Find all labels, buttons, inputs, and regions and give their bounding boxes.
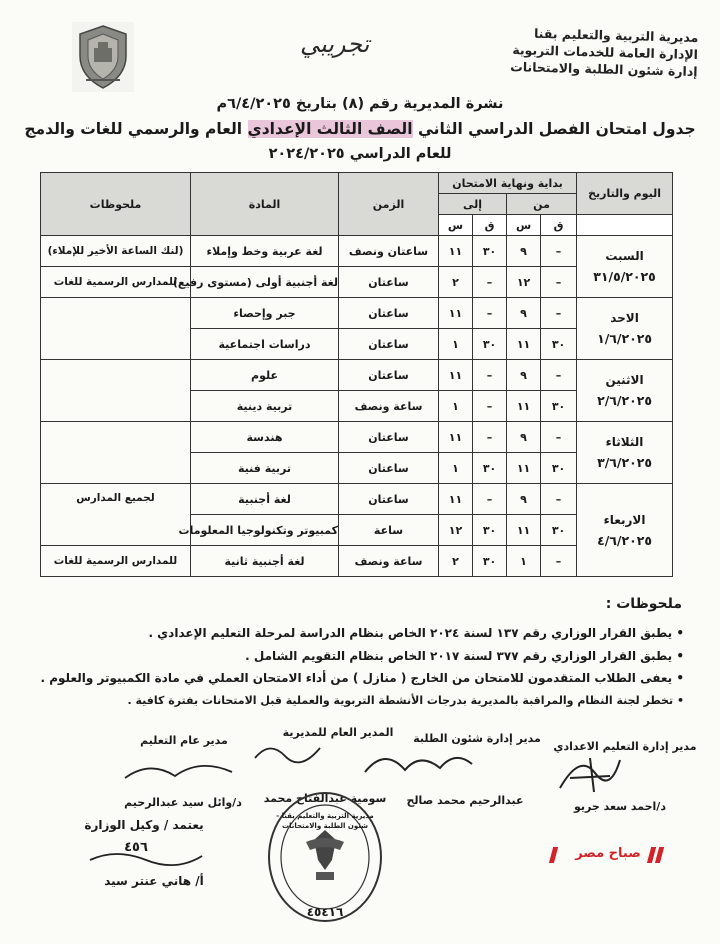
from-q: – [541, 546, 577, 577]
signature-scribble-icon [550, 748, 630, 798]
duration: ساعتان [339, 484, 439, 515]
day-name: الثلاثاء [605, 435, 644, 449]
header-to-s: س [439, 215, 473, 236]
table-row [41, 360, 673, 391]
to-q: – [473, 360, 507, 391]
duration: ساعة ونصف [339, 391, 439, 422]
header-to: إلى [439, 194, 507, 215]
from-s: ٩ [507, 484, 541, 515]
from-q: ٣٠ [541, 329, 577, 360]
subject: هندسة [191, 422, 339, 453]
header-line-3: إدارة شئون الطلبة والامتحانات [510, 59, 698, 80]
exam-schedule-table [40, 172, 673, 577]
to-s: ١١ [439, 236, 473, 267]
from-q: ٣٠ [541, 453, 577, 484]
header-from-s: س [507, 215, 541, 236]
directorate-header [467, 23, 698, 80]
to-s: ١١ [439, 422, 473, 453]
day-name: الاربعاء [603, 512, 646, 527]
stamp-number: ٤٥٤١٦ [306, 905, 344, 919]
approval-name: أ/ هاني عنتر سيد [104, 874, 204, 888]
header-empty [577, 215, 673, 236]
approval-number: ٤٥٦ [124, 840, 148, 855]
approval-scribble-icon [86, 846, 206, 870]
note-item: • يطبق القرار الوزاري رقم ٣٧٧ لسنة ٢٠١٧ الخاص بنظام التقويم الشامل . [245, 648, 684, 663]
day-cell [577, 422, 673, 484]
day-name: السبت [605, 249, 644, 263]
note [41, 422, 191, 484]
main-title-suffix: العام والرسمي للغات والدمج [24, 120, 243, 138]
bulletin-title: نشرة المديرية رقم (٨) بتاريخ ٦/٤/٢٠٢٥م [216, 96, 504, 112]
day-date: ٣١/٥/٢٠٢٥ [593, 269, 656, 284]
duration: ساعتان [339, 267, 439, 298]
table-row [41, 298, 673, 329]
notes-list [40, 622, 684, 712]
year-title: للعام الدراسي ٢٠٢٤/٢٠٢٥ [268, 146, 452, 162]
from-q: – [541, 236, 577, 267]
from-s: ١١ [507, 391, 541, 422]
from-q: – [541, 298, 577, 329]
to-q: – [473, 298, 507, 329]
signature-scribble-icon [360, 742, 480, 782]
to-q: ٣٠ [473, 515, 507, 546]
from-q: – [541, 267, 577, 298]
header-to-q: ق [473, 215, 507, 236]
note: (لنك الساعة الأخير للإملاء) [41, 236, 191, 267]
stamp-text: مديرية التربية والتعليم بقنا - شئون الطلبة والامتحانات [276, 812, 374, 830]
note-item: • يعفى الطلاب المتقدمون للامتحان من الخارج ( منازل ) من أداء الامتحان العملي في مادة الكمبيوتر والعلوم . [40, 671, 684, 685]
from-s: ١١ [507, 329, 541, 360]
from-q: – [541, 484, 577, 515]
day-date: ٣/٦/٢٠٢٥ [597, 455, 652, 470]
subject: تربية فنية [191, 453, 339, 484]
subject: دراسات اجتماعية [191, 329, 339, 360]
signature-title-2: مدير إدارة شئون الطلبة [413, 732, 541, 745]
note-item: • تخطر لجنة النظام والمراقبة بالمديرية بدرجات الأنشطة التربوية والعملية قبل الامتحانات بفترة كافية . [127, 693, 684, 707]
from-q: ٣٠ [541, 515, 577, 546]
from-q: – [541, 422, 577, 453]
signature-name-1: د/احمد سعد جريو [574, 800, 666, 813]
from-s: ٩ [507, 360, 541, 391]
from-s: ١١ [507, 515, 541, 546]
subject: لغة أجنبية [191, 484, 339, 515]
duration: ساعتان [339, 422, 439, 453]
from-s: ١١ [507, 453, 541, 484]
from-s: ٩ [507, 298, 541, 329]
duration: ساعتان [339, 453, 439, 484]
main-title-prefix: جدول امتحان الفصل الدراسي الثاني [417, 120, 696, 138]
signature-title-1: مدير إدارة التعليم الاعدادي [553, 740, 697, 753]
to-q: – [473, 391, 507, 422]
to-s: ١١ [439, 298, 473, 329]
duration: ساعتان [339, 360, 439, 391]
header-day-date: اليوم والتاريخ [577, 173, 673, 215]
note [41, 298, 191, 360]
main-title [0, 120, 720, 138]
header-notes: ملحوظات [41, 173, 191, 236]
to-q: – [473, 484, 507, 515]
note: للمدارس الرسمية للغات [41, 267, 191, 298]
day-name: الاحد [610, 311, 639, 325]
signature-title-3: المدير العام للمديرية [282, 726, 394, 739]
table-row [41, 236, 673, 267]
from-s: ٩ [507, 236, 541, 267]
duration: ساعتان [339, 329, 439, 360]
to-s: ٢ [439, 267, 473, 298]
day-date: ١/٦/٢٠٢٥ [597, 331, 652, 346]
to-s: ١ [439, 391, 473, 422]
to-q: ٣٠ [473, 329, 507, 360]
subject: لغة أجنبية ثانية [191, 546, 339, 577]
notes-heading: ملحوظات : [605, 596, 682, 612]
approval-label: يعتمد / وكيل الوزارة [84, 818, 204, 832]
day-name: الاثنين [605, 373, 644, 387]
note [41, 360, 191, 422]
to-s: ١٢ [439, 515, 473, 546]
signature-name-3: سومية عبدالفتاح محمد [263, 792, 387, 805]
subject: لغة أجنبية أولى (مستوى رفيع) [191, 267, 339, 298]
from-s: ٩ [507, 422, 541, 453]
from-s: ١٢ [507, 267, 541, 298]
to-q: – [473, 422, 507, 453]
header-line-2: الإدارة العامة للخدمات التربوية [512, 42, 699, 63]
main-title-highlight: الصف الثالث الإعدادي [247, 120, 413, 138]
to-q: ٣٠ [473, 236, 507, 267]
signature-name-2: عبدالرحيم محمد صالح [406, 794, 524, 807]
header-duration: الزمن [339, 173, 439, 236]
duration: ساعة [339, 515, 439, 546]
header-line-1: مديرية التربية والتعليم بقنا [533, 25, 699, 46]
to-s: ١١ [439, 360, 473, 391]
duration: ساعة ونصف [339, 546, 439, 577]
from-q: ٣٠ [541, 391, 577, 422]
day-cell [577, 484, 673, 577]
draft-word: تجريبي [300, 30, 370, 58]
signature-name-4: د/وائل سيد عبدالرحيم [124, 796, 242, 809]
source-logo [552, 844, 668, 866]
day-date: ٤/٦/٢٠٢٥ [597, 532, 652, 548]
subject: جبر وإحصاء [191, 298, 339, 329]
to-s: ١١ [439, 484, 473, 515]
note: للمدارس الرسمية للغات [41, 546, 191, 577]
header-start-end: بداية ونهاية الامتحان [439, 173, 577, 194]
duration: ساعتان ونصف [339, 236, 439, 267]
note: لجميع المدارس [41, 484, 191, 546]
signature-scribble-icon [250, 738, 330, 768]
table-header-row-1 [41, 173, 673, 194]
to-q: ٣٠ [473, 546, 507, 577]
to-s: ١ [439, 329, 473, 360]
to-q: – [473, 267, 507, 298]
subject: تربية دينية [191, 391, 339, 422]
signature-scribble-icon [120, 752, 240, 788]
day-cell [577, 360, 673, 422]
table-row [41, 422, 673, 453]
signature-title-4: مدير عام التعليم [140, 734, 228, 747]
to-q: ٣٠ [473, 453, 507, 484]
header-from: من [507, 194, 577, 215]
logo-text: صباح مصر [575, 846, 641, 861]
from-q: – [541, 360, 577, 391]
subject: لغة عربية وخط وإملاء [191, 236, 339, 267]
header-from-q: ق [541, 215, 577, 236]
crest-icon [72, 22, 134, 92]
from-s: ١ [507, 546, 541, 577]
note-item: • يطبق القرار الوزاري رقم ١٣٧ لسنة ٢٠٢٤ الخاص بنظام الدراسة لمرحلة التعليم الإعدادي . [148, 626, 684, 640]
to-s: ١ [439, 453, 473, 484]
duration: ساعتان [339, 298, 439, 329]
header-subject: المادة [191, 173, 339, 236]
table-row [41, 484, 673, 515]
day-date: ٢/٦/٢٠٢٥ [597, 393, 652, 408]
day-cell [577, 236, 673, 298]
subject: علوم [191, 360, 339, 391]
subject: كمبيوتر وتكنولوجيا المعلومات [191, 515, 339, 546]
day-cell [577, 298, 673, 360]
to-s: ٢ [439, 546, 473, 577]
